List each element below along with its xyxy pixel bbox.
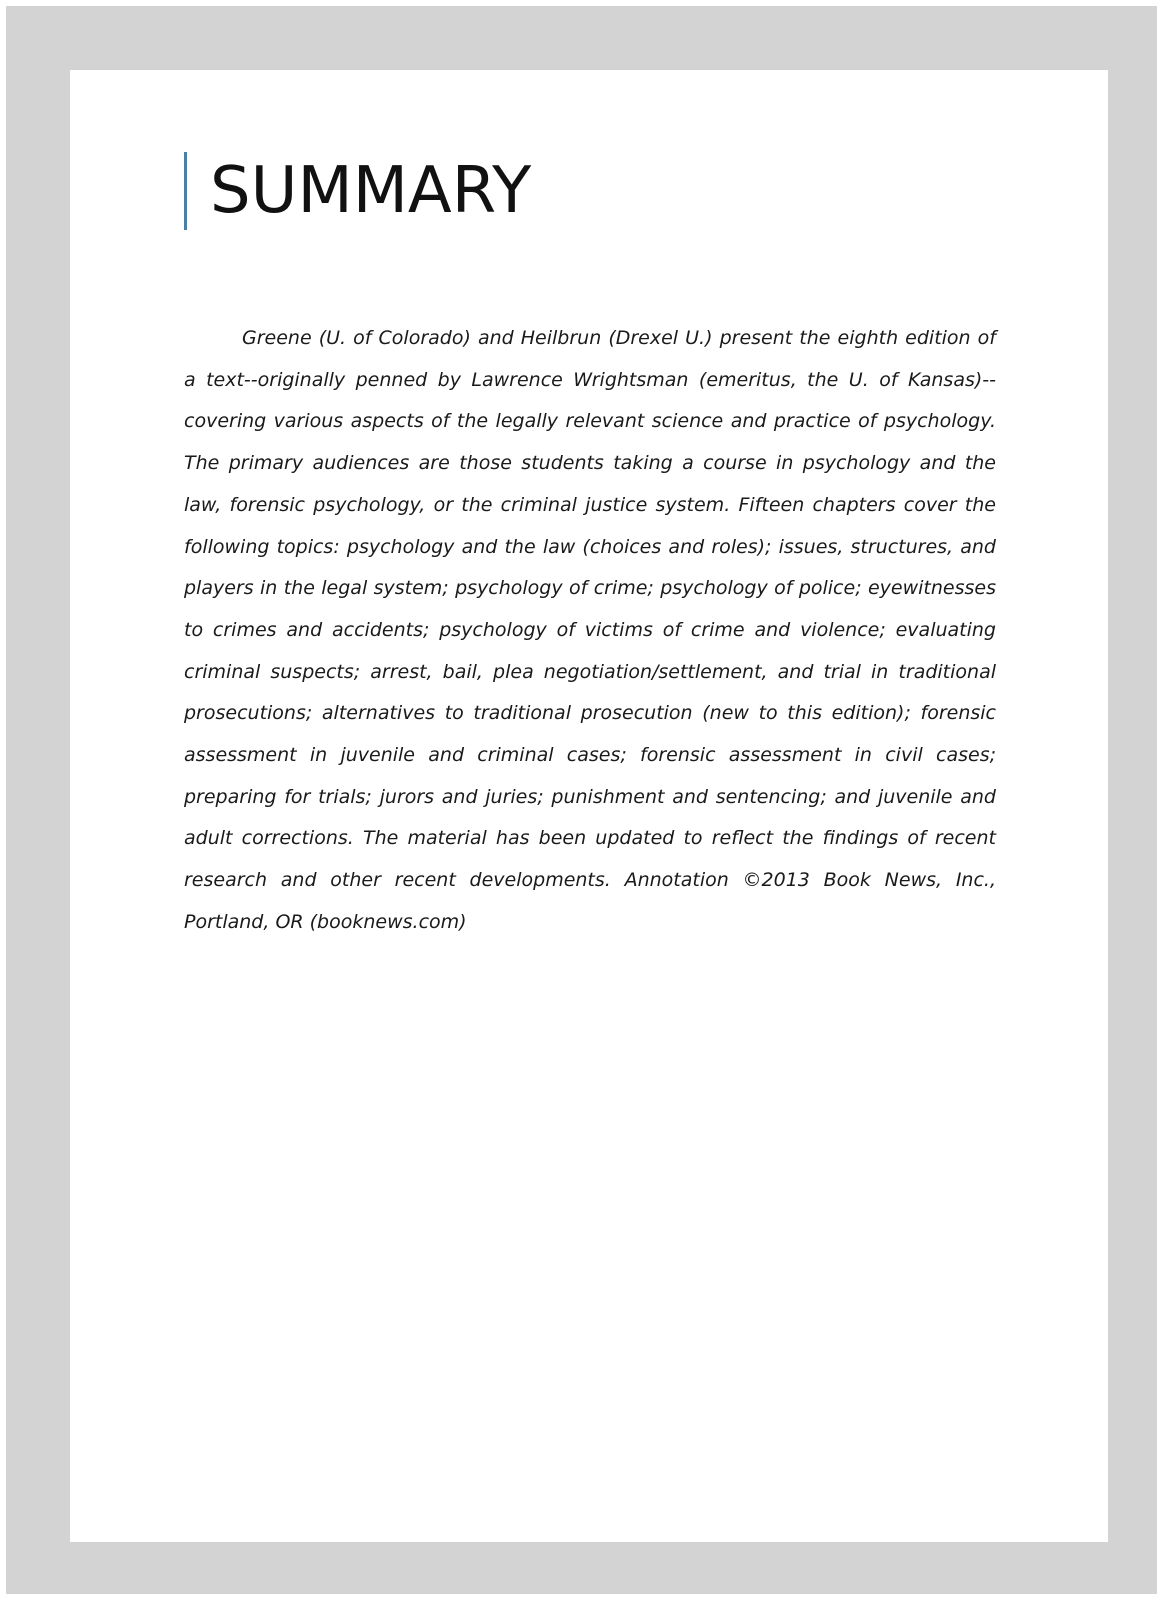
page-frame <box>6 6 1157 1594</box>
document-page <box>70 70 1108 1542</box>
page-title: SUMMARY <box>210 154 532 228</box>
title-accent-rule <box>184 152 187 230</box>
summary-paragraph: Greene (U. of Colorado) and Heilbrun (Drexel U.) present the eighth edition of a text--originally penned by Lawrence Wrightsman (emeritus, the U. of Kansas)--covering various aspects of the legally relevant science and practice of psychology. The primary audiences are those students taking a course in psychology and the law, forensic psychology, or the criminal justice system. Fifteen chapters cover the following topics: psychology and the law (choices and roles); issues, structures, and players in the legal system; psychology of crime; psychology of police; eyewitnesses to crimes and accidents; psychology of victims of crime and violence; evaluating criminal suspects; arrest, bail, plea negotiation/settlement, and trial in traditional prosecutions; alternatives to traditional prosecution (new to this edition); forensic assessment in juvenile and criminal cases; forensic assessment in civil cases; preparing for trials; jurors and juries; punishment and sentencing; and juvenile and adult corrections. The material has been updated to reflect the findings of recent research and other recent developments. Annotation ©2013 Book News, Inc., Portland, OR (booknews.com) <box>184 327 996 933</box>
